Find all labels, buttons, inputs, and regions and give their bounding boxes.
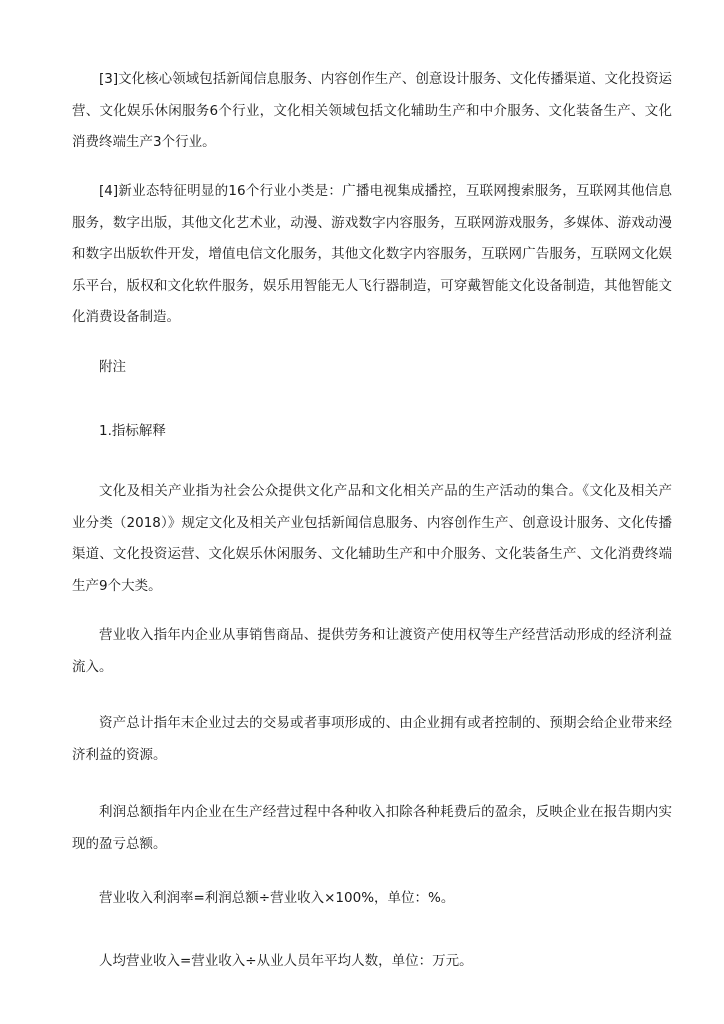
definition-total-assets: 资产总计指年末企业过去的交易或者事项形成的、由企业拥有或者控制的、预期会给企业带来经济利益的资源。 — [72, 715, 672, 763]
footnote-4: [4]新业态特征明显的16个行业小类是：广播电视集成播控，互联网搜索服务，互联网其他信息服务，数字出版，其他文化艺术业，动漫、游戏数字内容服务，互联网游戏服务，多媒体、游戏动漫和数字出版软件开发，增值电信文化服务，其他文化数字内容服务，互联网广告服务，互联网文化娱乐平台，版权和文化软件服务，娱乐用智能无人飞行器制造，可穿戴智能文化设备制造，其他智能文化消费设备制造。 — [72, 183, 672, 325]
definition-profit-margin: 营业收入利润率=利润总额÷营业收入×100%，单位：%。 — [99, 890, 455, 906]
footnote-3: [3]文化核心领域包括新闻信息服务、内容创作生产、创意设计服务、文化传播渠道、文化投资运营、文化娱乐休闲服务6个行业，文化相关领域包括文化辅助生产和中介服务、文化装备生产、文化消费终端生产3个行业。 — [72, 71, 672, 150]
definition-cultural-industry: 文化及相关产业指为社会公众提供文化产品和文化相关产品的生产活动的集合。《文化及相关产业分类（2018）》规定文化及相关产业包括新闻信息服务、内容创作生产、创意设计服务、文化传播渠道、文化投资运营、文化娱乐休闲服务、文化辅助生产和中介服务、文化装备生产、文化消费终端生产9个大类。 — [72, 483, 672, 594]
definition-revenue-per-employee: 人均营业收入=营业收入÷从业人员年平均人数，单位：万元。 — [99, 953, 473, 969]
section-title-indicators: 1.指标解释 — [99, 423, 166, 439]
definition-operating-revenue: 营业收入指年内企业从事销售商品、提供劳务和让渡资产使用权等生产经营活动形成的经济利益流入。 — [72, 627, 672, 675]
appendix-title: 附注 — [99, 359, 126, 375]
definition-total-profit: 利润总额指年内企业在生产经营过程中各种收入扣除各种耗费后的盈余，反映企业在报告期内实现的盈亏总额。 — [72, 804, 672, 852]
